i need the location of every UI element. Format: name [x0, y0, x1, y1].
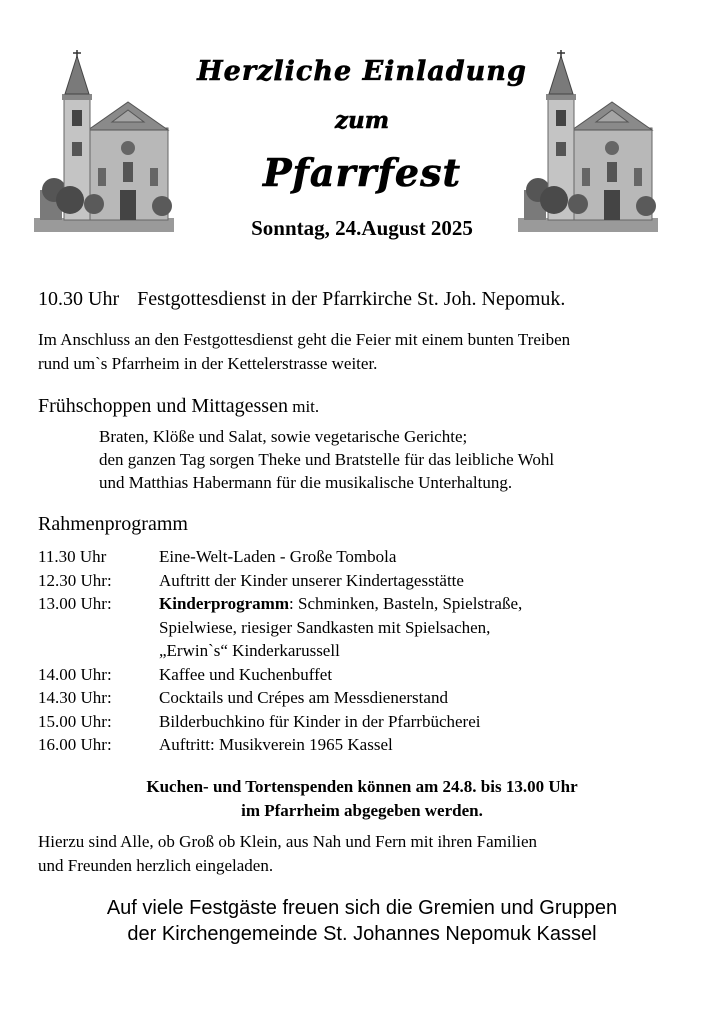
notice-line: Kuchen- und Tortenspenden können am 24.8. bis 13.00 Uhr [146, 777, 578, 796]
schedule-event-text: : Schminken, Basteln, Spielstraße, [289, 594, 523, 613]
schedule-time: 16.00 Uhr: [38, 735, 112, 754]
title-herzliche-einladung: Herzliche Einladung [197, 56, 527, 87]
service-time: 10.30 Uhr [38, 288, 120, 310]
schedule-row [38, 710, 522, 734]
service-text: Festgottesdienst in der Pfarrkirche St. Joh. Nepomuk. [137, 288, 566, 310]
intro-line: rund um`s Pfarrheim in der Kettelerstrasse weiter. [38, 354, 378, 373]
schedule-event: Spielwiese, riesiger Sandkasten mit Spielsachen, [159, 617, 491, 637]
schedule-event: Auftritt: Musikverein 1965 Kassel [159, 735, 393, 754]
donation-notice [0, 775, 724, 823]
schedule-row [38, 663, 522, 687]
program-heading: Rahmenprogramm [38, 513, 188, 535]
schedule-event [159, 592, 522, 616]
schedule-time: 15.00 Uhr: [38, 711, 112, 731]
schedule-time: 14.00 Uhr: [38, 664, 112, 684]
schedule-event: Kaffee und Kuchenbuffet [159, 664, 333, 684]
lunch-line: den ganzen Tag sorgen Theke und Bratstelle für das leibliche Wohl [99, 450, 555, 469]
schedule-event: „Erwin`s“ Kinderkarussell [159, 641, 340, 660]
schedule-event: Eine-Welt-Laden - Große Tombola [159, 547, 397, 566]
schedule-row [38, 639, 522, 663]
schedule-time [38, 616, 159, 640]
schedule-time: 11.30 Uhr [38, 547, 107, 566]
schedule-time: 13.00 Uhr: [38, 594, 112, 613]
schedule-row [38, 592, 522, 616]
schedule-time [38, 639, 159, 663]
schedule-event-highlight: Kinderprogramm [159, 594, 290, 613]
intro-paragraph [38, 328, 698, 376]
schedule-event: Bilderbuchkino für Kinder in der Pfarrbücherei [159, 711, 481, 731]
schedule-row [38, 733, 522, 757]
lunch-details [99, 425, 554, 494]
invite-line: Hierzu sind Alle, ob Groß ob Klein, aus Nah und Fern mit ihren Familien [38, 832, 538, 851]
title-zum: zum [334, 107, 390, 134]
schedule-row [38, 616, 522, 640]
schedule-row [38, 686, 522, 710]
closing-text [0, 895, 724, 947]
title-pfarrfest: Pfarrfest [262, 150, 462, 195]
program-schedule [38, 545, 522, 757]
schedule-time: 12.30 Uhr: [38, 570, 112, 590]
lunch-heading-suffix: mit. [287, 397, 320, 416]
invite-paragraph [38, 830, 698, 878]
schedule-row [38, 569, 522, 593]
invite-line: und Freunden herzlich eingeladen. [38, 856, 274, 875]
schedule-time: 14.30 Uhr: [38, 688, 112, 707]
lunch-heading [38, 395, 319, 418]
service-line [38, 288, 565, 311]
lunch-heading-text: Frühschoppen und Mittagessen [38, 395, 288, 417]
closing-line: der Kirchengemeinde St. Johannes Nepomuk Kassel [127, 923, 597, 945]
intro-line: Im Anschluss an den Festgottesdienst geht die Feier mit einem bunten Treiben [38, 330, 571, 349]
schedule-event: Cocktails und Crépes am Messdienerstand [159, 688, 448, 707]
closing-line: Auf viele Festgäste freuen sich die Gremien und Gruppen [106, 897, 618, 919]
lunch-line: und Matthias Habermann für die musikalische Unterhaltung. [99, 473, 513, 492]
schedule-row [38, 545, 522, 569]
schedule-event: Auftritt der Kinder unserer Kindertagesstätte [159, 570, 464, 590]
notice-line: im Pfarrheim abgegeben werden. [241, 801, 483, 820]
event-date: Sonntag, 24.August 2025 [251, 216, 473, 240]
lunch-line: Braten, Klöße und Salat, sowie vegetarische Gerichte; [99, 427, 468, 446]
